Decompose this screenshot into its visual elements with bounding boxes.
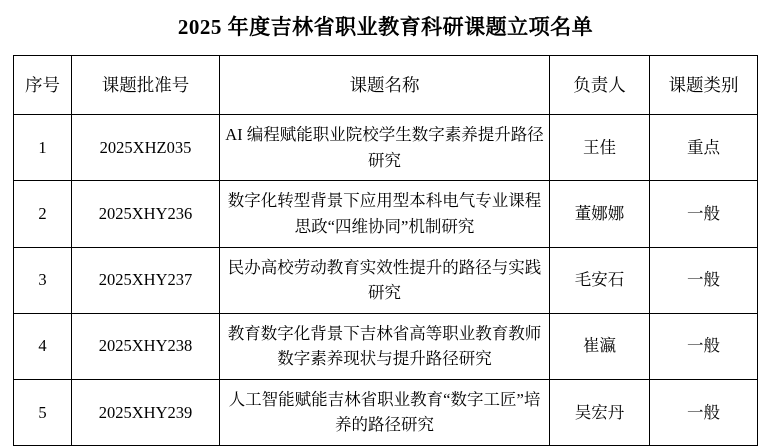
cell-leader: 毛安石 (550, 247, 650, 313)
cell-seq: 3 (14, 247, 72, 313)
column-header-seq: 序号 (14, 56, 72, 115)
cell-category: 一般 (650, 379, 758, 445)
table-row (14, 247, 758, 313)
cell-seq: 4 (14, 313, 72, 379)
page-title: 2025 年度吉林省职业教育科研课题立项名单 (177, 15, 594, 39)
cell-name: 人工智能赋能吉林省职业教育“数字工匠”培养的路径研究 (220, 379, 550, 445)
cell-code: 2025XHY237 (72, 247, 220, 313)
cell-code: 2025XHY236 (72, 181, 220, 247)
cell-name: 教育数字化背景下吉林省高等职业教育教师数字素养现状与提升路径研究 (220, 313, 550, 379)
cell-leader: 董娜娜 (550, 181, 650, 247)
cell-name: 数字化转型背景下应用型本科电气专业课程思政“四维协同”机制研究 (220, 181, 550, 247)
cell-name: AI 编程赋能职业院校学生数字素养提升路径研究 (220, 115, 550, 181)
table-row (14, 313, 758, 379)
cell-leader: 吴宏丹 (550, 379, 650, 445)
cell-name: 民办高校劳动教育实效性提升的路径与实践研究 (220, 247, 550, 313)
table-row (14, 181, 758, 247)
cell-seq: 2 (14, 181, 72, 247)
table-header-row (14, 56, 758, 115)
cell-leader: 崔瀛 (550, 313, 650, 379)
cell-code: 2025XHY239 (72, 379, 220, 445)
cell-category: 一般 (650, 247, 758, 313)
cell-seq: 1 (14, 115, 72, 181)
cell-category: 重点 (650, 115, 758, 181)
column-header-code: 课题批准号 (72, 56, 220, 115)
column-header-leader: 负责人 (550, 56, 650, 115)
cell-category: 一般 (650, 181, 758, 247)
cell-code: 2025XHY238 (72, 313, 220, 379)
project-approval-table (13, 55, 758, 446)
cell-category: 一般 (650, 313, 758, 379)
cell-seq: 5 (14, 379, 72, 445)
cell-leader: 王佳 (550, 115, 650, 181)
column-header-category: 课题类别 (650, 56, 758, 115)
cell-code: 2025XHZ035 (72, 115, 220, 181)
table-row (14, 115, 758, 181)
column-header-name: 课题名称 (220, 56, 550, 115)
